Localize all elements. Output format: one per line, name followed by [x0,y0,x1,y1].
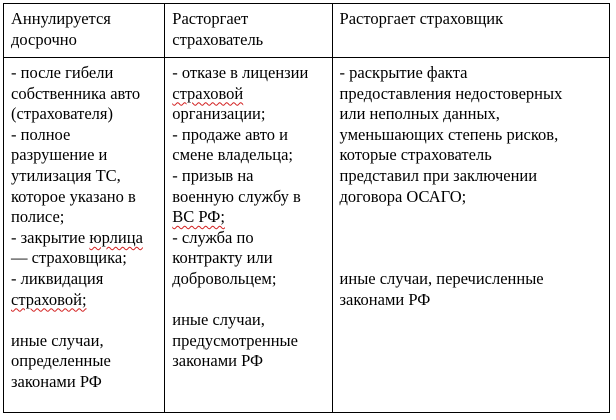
cell-line: определенные [11,351,111,371]
comparison-table [3,3,610,413]
cell-line: утилизация ТС, [11,165,121,185]
cell-line: или неполных данных, [339,104,500,124]
cell-line: полисе; [11,207,65,227]
table-header-row [4,4,610,58]
cell-line: (страхователя) [11,104,113,124]
blank-line [172,290,325,311]
header-cell-insured-terminates [165,4,332,58]
header-text: Расторгает [172,9,249,28]
cell-line: которое указано в [11,186,136,206]
cell-line: иные случаи, [11,330,104,350]
header-text: Расторгает страховщик [339,9,504,28]
cell-line: контракту или [172,248,273,268]
blank-line [340,248,603,269]
header-text: досрочно [11,29,77,49]
blank-lines [340,207,603,248]
cell-line: иные случаи, перечисленные [339,268,544,288]
cell-line: добровольцем; [172,268,277,288]
cell-line-spellcheck-partial: - закрытие юрлица [11,227,143,247]
cell-line: смене владельца; [172,145,293,165]
header-cell-insurer-terminates [332,4,609,58]
table-row [4,58,610,413]
cell-line: - ликвидация [11,268,104,288]
cell-line: - раскрытие факта [339,63,468,82]
cell-line: — страховщика; [11,248,127,268]
cell-line: предоставления недостоверных [339,83,563,103]
cell-line: иные случаи, [172,310,265,330]
cell-line: предусмотренные [172,330,298,350]
cell-line-spellcheck: страховой [172,83,244,103]
header-cell-annulled [4,4,165,58]
cell-line: - призыв на [172,165,254,185]
cell-line-spellcheck: страховой; [11,289,87,309]
cell-line: - продаже авто и [172,124,288,144]
header-text: страхователь [172,29,264,49]
cell-line: представил при заключении [339,165,538,185]
spellcheck-word: юрлица [89,227,143,247]
header-text: Аннулируется [11,9,111,28]
cell-line: договора ОСАГО; [339,186,467,206]
cell-insured-reasons [165,58,332,413]
cell-line: - служба по [172,227,254,247]
cell-insurer-reasons [332,58,609,413]
cell-line: уменьшающих степень рисков, [339,124,559,144]
cell-line: разрушение и [11,145,108,165]
cell-line-spellcheck: ВС РФ; [172,207,225,227]
cell-line: организации; [172,104,266,124]
cell-line: законами РФ [11,371,102,391]
cell-line: военную службу в [172,186,301,206]
cell-line: законами РФ [172,351,264,371]
cell-line: - полное [11,124,71,144]
cell-line: - после гибели [11,63,114,82]
cell-line: - отказе в лицензии [172,63,309,82]
cell-annulled-reasons [4,58,165,413]
cell-line: законами РФ [339,289,431,309]
cell-line: собственника авто [11,83,141,103]
blank-line [11,310,158,331]
cell-line: которые страхователь [339,145,492,165]
